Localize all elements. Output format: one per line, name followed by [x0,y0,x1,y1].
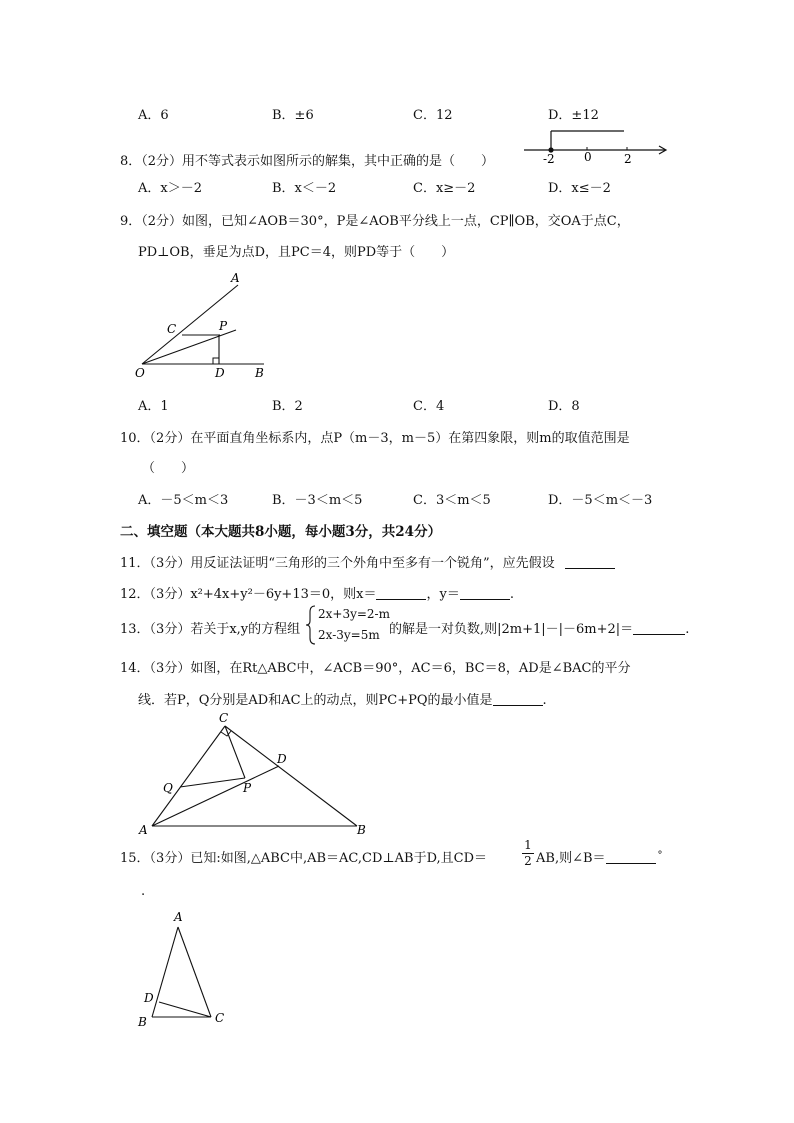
q14-line1: 14．（3分）如图，在Rt△ABC中，∠ACB＝90°，AC＝6，BC＝8，AD是∠BAC的平分 [120,661,631,676]
q8-option-a: A．x＞－2 [138,181,202,196]
q12-equation: x²+4x+y²－6y+13＝0，则x＝ [190,587,377,602]
q14-label-b: B [357,823,366,837]
q8-tick-neg2: -2 [543,152,555,166]
q13-eq1: 2x+3y=2-m [318,607,390,621]
q9-line1: 9．（2分）如图，已知∠AOB＝30°，P是∠AOB平分线上一点，CP∥OB，交OA于点C， [120,214,630,229]
q13-suffix-wrap [389,618,689,637]
q9-option-c: C．4 [413,399,445,414]
q15-fraction [522,838,534,868]
q7-option-c: C．12 [413,108,453,123]
q7-option-a: A．6 [138,108,169,123]
q14-figure [135,708,375,838]
section-fill-in-heading: 二、填空题（本大题共8小题，每小题3分，共24分） [120,524,442,540]
q15-label-a: A [174,910,183,924]
q10-line1: 10．（2分）在平面直角坐标系内，点P（m－3，m－5）在第四象限，则m的取值范围是 [120,431,630,446]
q11-answer-blank[interactable] [565,556,615,569]
q15-prefix: 15．（3分）已知:如图,△ABC中,AB＝AC,CD⊥AB于D,且CD＝ [120,851,488,866]
q14-label-c: C [219,711,229,725]
q15-answer-blank[interactable] [606,851,656,864]
q13-brace [305,604,317,646]
q12-y-blank[interactable] [460,587,510,600]
q11-text [120,552,615,571]
q9-label-c: C [167,322,177,336]
q12-text [120,583,514,602]
q9-option-a: A．1 [138,399,169,414]
q12-prefix: 12．（3分） [120,587,191,602]
q15-suffix: AB,则∠B＝ [536,851,606,866]
q14-line2-wrap [138,689,547,708]
q13-eq2: 2x-3y=5m [318,628,380,642]
q14-answer-blank[interactable] [493,693,543,706]
q13-end: . [685,622,690,637]
q9-line2: PD⊥OB，垂足为点D，且PC＝4，则PD等于（ ） [138,245,455,260]
q14-label-q: Q [163,781,173,795]
q15-frac-num: 1 [524,838,532,852]
q15-label-b: B [138,1015,147,1029]
q9-label-p: P [219,319,228,333]
q9-option-d: D．8 [548,399,580,414]
q10-option-c: C．3＜m＜5 [413,493,491,508]
q13-answer-blank[interactable] [633,622,685,635]
q14-label-d: D [277,752,287,766]
q7-option-b: B．±6 [272,108,314,123]
q14-label-p: P [243,781,252,795]
q9-option-b: B．2 [272,399,303,414]
q15-dot: . [141,884,146,899]
q15-frac-den: 2 [522,853,534,868]
q15-figure [130,905,240,1030]
q8-number-line [520,125,670,170]
q14-end: . [542,693,547,708]
q9-label-d: D [215,366,225,380]
q8-option-c: C．x≥－2 [413,181,476,196]
q15-suffix-wrap [536,847,663,866]
q8-option-d: D．x≤－2 [548,181,611,196]
q8-stem: 8．（2分）用不等式表示如图所示的解集，其中正确的是（ ） [120,154,495,169]
q13-prefix: 13．（3分）若关于x,y的方程组 [120,622,301,637]
q8-tick-2: 2 [624,152,632,166]
q15-label-c: C [215,1011,225,1025]
q9-label-o: O [135,366,145,380]
q11-stem: 11．（3分）用反证法证明“三角形的三个外角中至多有一个锐角”，应先假设 [120,556,555,571]
q8-tick-0: 0 [584,150,592,164]
q10-line2: （ ） [142,461,195,476]
q12-x-blank[interactable] [376,587,426,600]
q15-degree-unit: ° [657,850,663,861]
q14-line2: 线．若P，Q分别是AD和AC上的动点，则PC+PQ的最小值是 [138,693,493,708]
q10-option-a: A．－5＜m＜3 [138,493,229,508]
q12-mid: ，y＝ [426,587,460,602]
q15-label-d: D [144,991,154,1005]
q9-label-b: B [255,366,264,380]
q10-option-b: B．－3＜m＜5 [272,493,363,508]
q8-option-b: B．x＜－2 [272,181,337,196]
q14-label-a: A [139,823,148,837]
q9-label-a: A [231,271,240,285]
q7-option-d: D．±12 [548,108,599,123]
q9-figure [130,268,275,383]
q10-option-d: D．－5＜m＜－3 [548,493,653,508]
q13-suffix: 的解是一对负数,则|2m+1|－|－6m+2|＝ [389,622,634,637]
q12-end: . [509,587,514,602]
